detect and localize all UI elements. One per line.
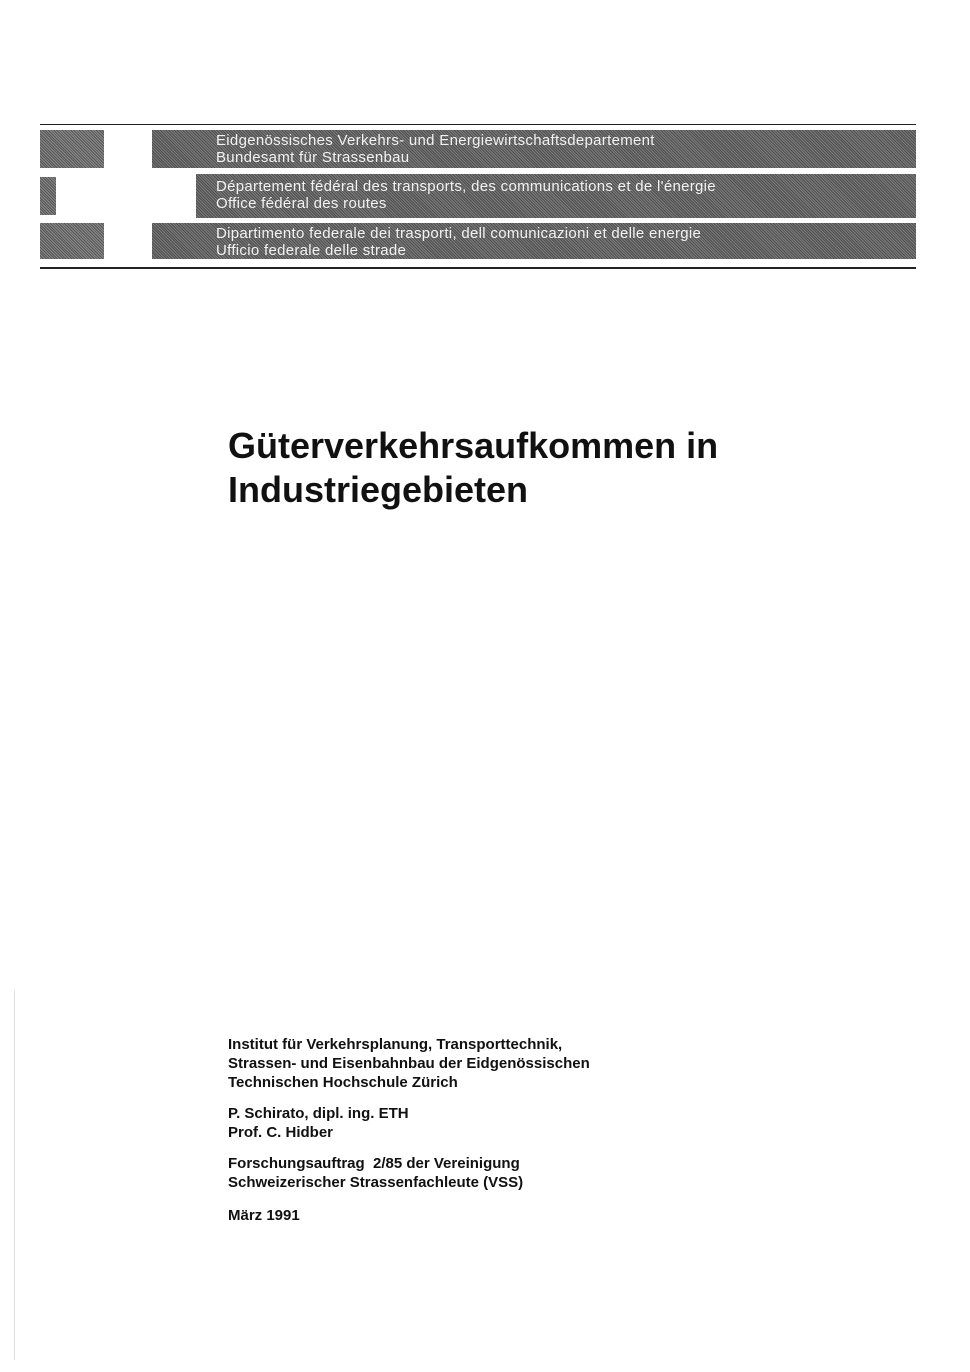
header-band-german <box>152 130 916 168</box>
institute-line-2: Strassen- und Eisenbahnbau der Eidgenössischen <box>228 1055 590 1072</box>
institute-line-3: Technischen Hochschule Zürich <box>228 1074 458 1091</box>
header-line-4: Office fédéral des routes <box>216 195 387 212</box>
spacer <box>228 1092 748 1104</box>
scan-margin-line <box>14 990 15 1360</box>
header-band-french <box>196 174 916 218</box>
institute-line-1: Institut für Verkehrsplanung, Transporttechnik, <box>228 1036 563 1053</box>
header-line-3: Département fédéral des transports, des communications et de l'énergie <box>216 178 716 195</box>
title-line-2: Industriegebieten <box>228 469 529 510</box>
authors-block <box>228 1104 748 1142</box>
institute-block <box>228 1035 748 1092</box>
header-line-5: Dipartimento federale dei trasporti, dell comunicazioni et delle energie <box>216 225 702 242</box>
header-line-1: Eidgenössisches Verkehrs- und Energiewirtschaftsdepartement <box>216 132 655 149</box>
header-band-italian <box>152 223 916 259</box>
title-line-1: Güterverkehrsaufkommen in <box>228 425 719 466</box>
federal-header <box>40 124 916 270</box>
swiss-cross-logo-bottom <box>40 223 104 259</box>
research-block <box>228 1154 748 1192</box>
swiss-cross-logo-middle <box>40 177 56 215</box>
header-line-2: Bundesamt für Strassenbau <box>216 149 410 166</box>
author-2: Prof. C. Hidber <box>228 1124 334 1141</box>
header-band-german-text <box>216 132 655 166</box>
author-1: P. Schirato, dipl. ing. ETH <box>228 1105 409 1122</box>
swiss-cross-logo-top <box>40 130 104 168</box>
header-bottom-rule <box>40 267 916 269</box>
document-info <box>228 1035 748 1225</box>
publication-date: März 1991 <box>228 1207 300 1224</box>
header-top-rule <box>40 124 916 125</box>
spacer <box>228 1142 748 1154</box>
document-title <box>228 424 868 512</box>
header-line-6: Ufficio federale delle strade <box>216 242 407 259</box>
header-band-italian-text <box>216 225 701 259</box>
research-line-2: Schweizerischer Strassenfachleute (VSS) <box>228 1174 524 1191</box>
research-line-1: Forschungsauftrag 2/85 der Vereinigung <box>228 1155 520 1172</box>
spacer <box>228 1192 748 1206</box>
header-band-french-text <box>216 178 716 212</box>
